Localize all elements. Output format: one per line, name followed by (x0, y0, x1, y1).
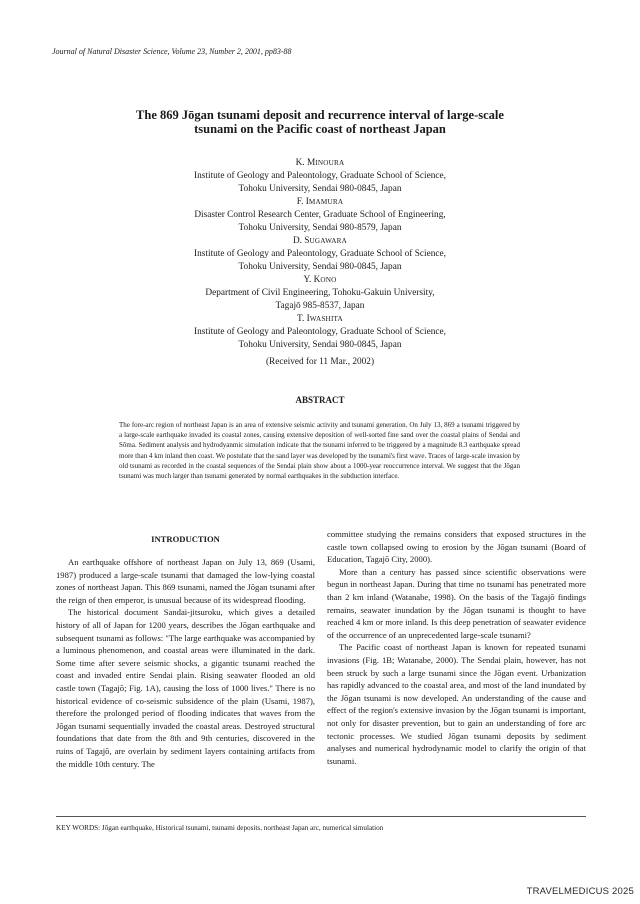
author-name: D. SUGAWARA (292, 236, 348, 246)
introduction-heading: INTRODUCTION (151, 534, 220, 544)
paragraph: More than a century has passed since scientific observations were begun in northeast Japan. During that time no tsunami has penetrated more than 2 km inland (Watanabe, 1998). On the basis of the Tagajō findings remains, seawater inundation by the Jōgan tsunami is thought to have reached 4 km or more inland. Is this deep penetration of seawater evidence of the occurrence of an unprecedented large-scale tsunami? (327, 566, 586, 640)
author-affiliation: Tohoku University, Sendai 980-0845, Japan (238, 340, 402, 350)
author-affiliation: Institute of Geology and Paleontology, Graduate School of Science, (194, 249, 446, 259)
author-name: Y. KONO (303, 275, 337, 285)
received-date: (Received for 11 Mar., 2002) (265, 357, 375, 367)
right-column (327, 528, 586, 767)
author-name: K. MINOURA (295, 158, 345, 168)
author-affiliation: Institute of Geology and Paleontology, Graduate School of Science, (194, 171, 446, 181)
abstract-heading: ABSTRACT (295, 395, 345, 405)
author-list (130, 157, 510, 352)
paragraph: The historical document Sandai-jitsuroku, which gives a detailed history of all of Japan for 1200 years, describes the Jōgan earthquake and subsequent tsunami as follows: "The large earthquake was accompanied by a luminous phenomenon, and coastal areas were illuminated in the dark. Some time after severe seismic shocks, a gigantic tsunami reached the coast and invaded entire Sendai plain. Rising seawater flooded an old castle town (Tagajō; Fig. 1A), causing the loss of 1000 lives." There is no historical evidence of co-seismic subsidence of the plain (Usami, 1987), therefore the prolonged period of flooding indicates that waves from the Jōgan tsunami sequentially invaded the coastal areas. Destroyed structural foundations that date from the 8th and 9th centuries, discovered in the ruins of Tagajō, are overlain by sediment layers containing artifacts from the middle 10th century. The (56, 607, 315, 769)
author-affiliation: Tohoku University, Sendai 980-0845, Japan (238, 184, 402, 194)
paragraph: committee studying the remains considers that exposed structures in the castle town collapsed owing to erosion by the Jōgan tsunami (Board of Education, Tagajō City, 2000). (327, 529, 586, 565)
paragraph: The Pacific coast of northeast Japan is known for repeated tsunami invasions (Fig. 1B; Watanabe, 2000). The Sendai plain, however, has not been struck by such a large tsunami since the Jōgan event. Urbanization has rapidly advanced to the coastal area, and most of the land inundated by the Jōgan tsunami is now developed. An understanding of the cause and effect of the region's extensive invasion by the Jōgan tsunami is important, not only for disaster prevention, but to gain an understanding of fore arc tectonic processes. We studied Jōgan tsunami deposits by sediment analyses and numerical hydrodynamic model to clarify the origin of that tsunami. (327, 642, 586, 766)
author-affiliation: Institute of Geology and Paleontology, Graduate School of Science, (194, 327, 446, 337)
watermark: TRAVELMEDICUS 2025 (526, 886, 634, 897)
title-line-1: The 869 Jōgan tsunami deposit and recurrence interval of large-scale (136, 108, 504, 122)
author-affiliation: Disaster Control Research Center, Graduate School of Engineering, (194, 210, 446, 220)
author-affiliation: Tagajō 985-8537, Japan (275, 301, 365, 311)
left-column (56, 528, 315, 770)
keywords: KEY WORDS: Jōgan earthquake, Historical tsunami, tsunami deposits, northeast Japan arc, numerical simulation (56, 824, 384, 832)
footnote-rule (56, 816, 586, 817)
paragraph: An earthquake offshore of northeast Japan on July 13, 869 (Usami, 1987) produced a large-scale tsunami that damaged the low-lying coastal zones of northeast Japan. This 869 tsunami, named the Jōgan tsunami after the reign of then emperor, is unusual because of its widespread flooding. (56, 557, 315, 605)
paper-title (60, 109, 580, 136)
abstract-body: The fore-arc region of northeast Japan is an area of extensive seismic activity and tsunami generation. On July 13, 869 a tsunami triggered by a large-scale earthquake invaded its coastal zones, causing extensive deposition of well-sorted fine sand over the coastal plains of Sendai and Sōma. Sediment analysis and hydrodyanmic simulation indicate that the tsunami inferred to be triggered by a magnitude 8.3 earthquake spread more than 4 km inland then coast. We postulate that the sand layer was developed by the tsunami's first wave. Traces of large-scale invasion by old tsunami as recorded in the coastal sequences of the Sendai plain show about a 1000-year reoccurrence interval. We suggest that the Jōgan tsunami was much larger than tsunami generated by normal earthquakes in the subduction interface. (119, 421, 520, 481)
author-name: F. IMAMURA (296, 197, 344, 207)
journal-header: Journal of Natural Disaster Science, Volume 23, Number 2, 2001, pp83-88 (52, 47, 292, 56)
author-affiliation: Tohoku University, Sendai 980-0845, Japan (238, 262, 402, 272)
author-name: T. IWASHITA (297, 314, 343, 324)
author-affiliation: Tohoku University, Sendai 980-8579, Japan (238, 223, 402, 233)
author-affiliation: Department of Civil Engineering, Tohoku-Gakuin University, (205, 288, 435, 298)
title-line-2: tsunami on the Pacific coast of northeast Japan (194, 121, 446, 136)
